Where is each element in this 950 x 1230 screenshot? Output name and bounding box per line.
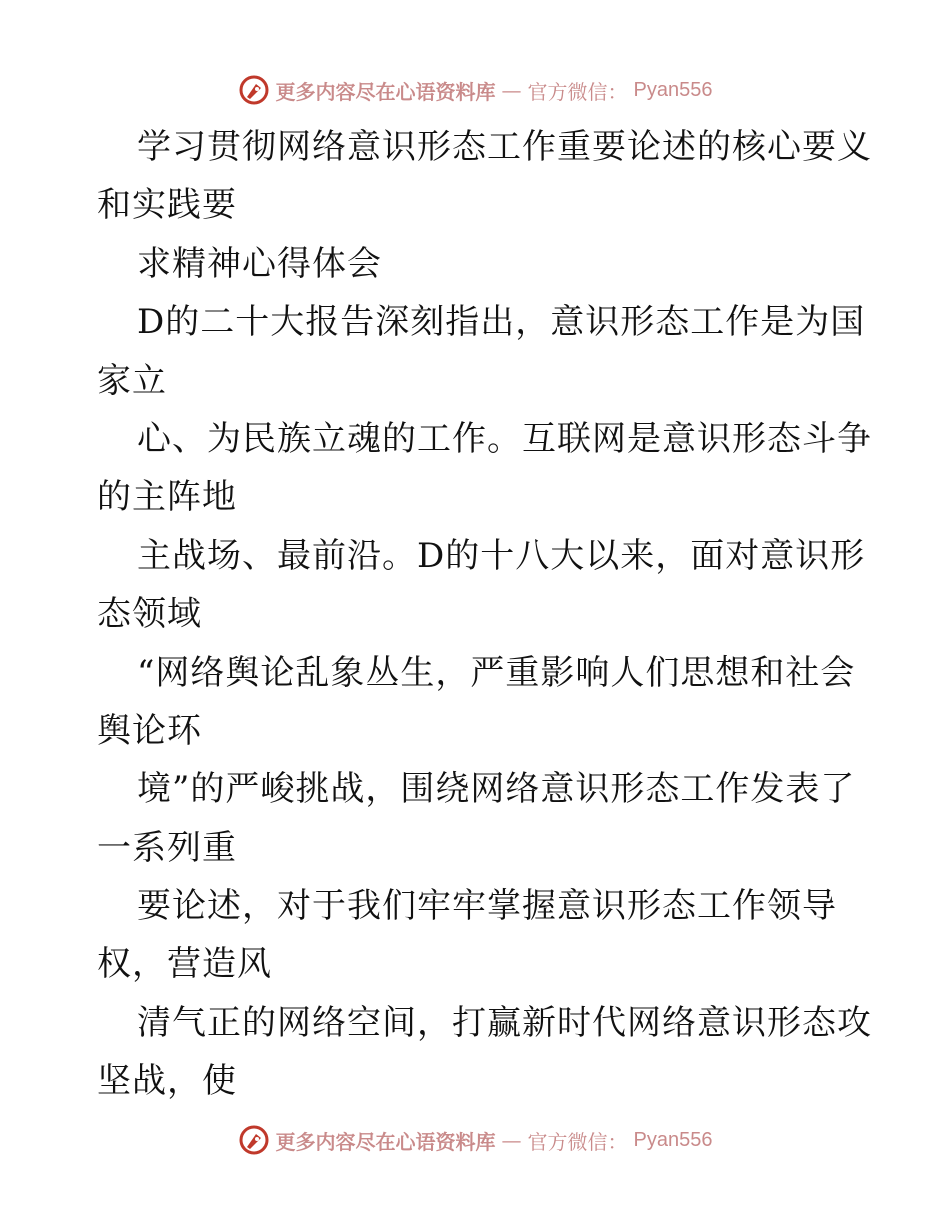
banner-wechat-id: Pyan556 [633, 1128, 713, 1151]
body-line: 要论述，对于我们牢牢掌握意识形态工作领导 [137, 886, 837, 927]
body-line: 境”的严峻挑战，围绕网络意识形态工作发表了 [137, 769, 856, 810]
body-line: 和实践要 [97, 185, 237, 226]
banner-title: 更多内容尽在心语资料库 [275, 79, 496, 104]
banner-separator: — [501, 78, 522, 102]
body-line: 清气正的网络空间，打赢新时代网络意识形态攻 [137, 1002, 872, 1043]
body-line: 心、为民族立魂的工作。互联网是意识形态斗争 [137, 418, 872, 459]
banner-wechat-label: 官方微信： [527, 79, 628, 104]
pen-nib-circle-icon [238, 74, 270, 106]
banner-wechat-label: 官方微信： [527, 1129, 628, 1154]
body-line: D的二十大报告深刻指出，意识形态工作是为国 [137, 302, 866, 343]
banner-separator: — [501, 1128, 522, 1152]
body-line: 家立 [97, 360, 167, 401]
banner-title: 更多内容尽在心语资料库 [275, 1129, 496, 1154]
body-line: 态领域 [97, 594, 202, 635]
pen-nib-circle-icon [238, 1124, 270, 1156]
banner-wechat-id: Pyan556 [633, 78, 713, 101]
body-line: “网络舆论乱象丛生，严重影响人们思想和社会 [137, 652, 856, 693]
body-line: 的主阵地 [97, 477, 237, 518]
body-line: 坚战，使 [97, 1061, 237, 1102]
body-line: 求精神心得体会 [137, 243, 382, 284]
header-watermark-banner [0, 70, 950, 110]
body-line: 学习贯彻网络意识形态工作重要论述的核心要义 [137, 127, 872, 167]
body-line: 舆论环 [97, 710, 202, 751]
body-line: 主战场、最前沿。D的十八大以来，面对意识形 [137, 535, 866, 576]
footer-watermark-banner [0, 1120, 950, 1160]
body-line: 权，营造风 [97, 944, 272, 985]
document-body [97, 118, 872, 1111]
body-line: 一系列重 [97, 827, 237, 868]
